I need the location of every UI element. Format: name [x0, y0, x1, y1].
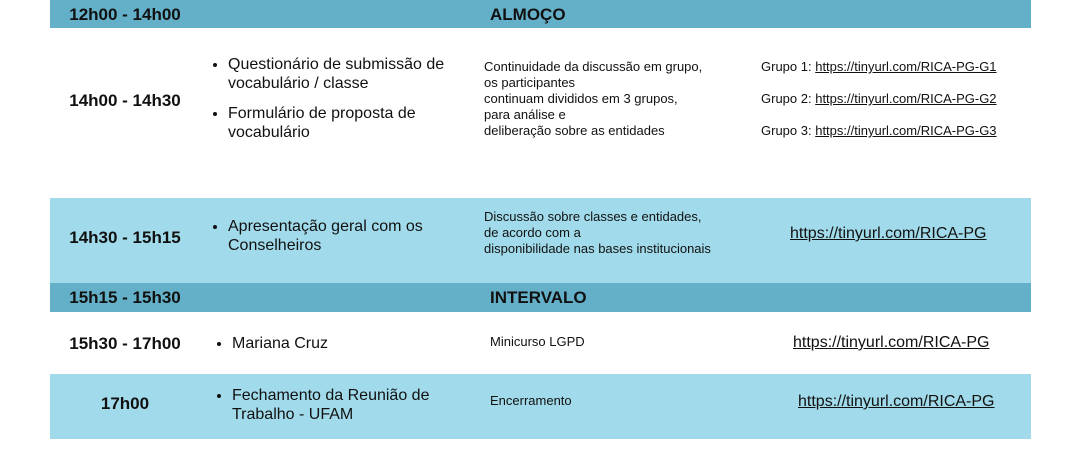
description-line: Continuidade da discussão em grupo,: [484, 59, 703, 74]
group-links: [761, 59, 997, 155]
description-line: disponibilidade nas bases institucionais: [484, 241, 711, 256]
description: [490, 393, 750, 409]
description-line: deliberação sobre as entidades: [484, 123, 665, 138]
band-title: ALMOÇO: [490, 5, 566, 24]
list-item: • Apresentação geral com os Conselheiros: [228, 217, 468, 255]
activity-list: [214, 386, 472, 435]
activity-list: [210, 55, 468, 153]
schedule-row: [50, 28, 1031, 198]
group-label: Grupo 3:: [761, 123, 812, 138]
group-link-item: [761, 59, 997, 75]
list-item: • Questionário de submissão de vocabulário / classe: [228, 55, 468, 93]
time-cell: 15h30 - 17h00: [69, 334, 181, 353]
rica-pg-link[interactable]: https://tinyurl.com/RICA-PG: [793, 334, 990, 351]
group-3-link[interactable]: https://tinyurl.com/RICA-PG-G3: [815, 123, 997, 138]
schedule-row: [50, 312, 1031, 374]
list-item: • Formulário de proposta de vocabulário: [228, 104, 468, 142]
description-line: de acordo com a: [484, 225, 581, 240]
band-title: INTERVALO: [490, 288, 587, 307]
activity-list: [210, 217, 468, 266]
list-item: • Fechamento da Reunião de Trabalho - UFAM: [232, 386, 472, 424]
group-link-item: [761, 123, 997, 139]
description: [484, 209, 744, 257]
group-link-item: [761, 91, 997, 107]
activity-list: [214, 334, 472, 364]
description-line: para análise e: [484, 107, 566, 122]
group-label: Grupo 1:: [761, 59, 812, 74]
rica-pg-link[interactable]: https://tinyurl.com/RICA-PG: [798, 393, 995, 410]
time-cell: 15h15 - 15h30: [69, 288, 181, 307]
schedule-row: [50, 198, 1031, 283]
rica-pg-link[interactable]: https://tinyurl.com/RICA-PG: [790, 225, 987, 242]
description-line: Encerramento: [490, 393, 572, 408]
time-cell: 14h30 - 15h15: [69, 228, 181, 247]
schedule-row-intervalo: [50, 283, 1031, 312]
description-line: os participantes: [484, 75, 576, 90]
schedule-row-almoco: [50, 0, 1031, 28]
time-cell: 12h00 - 14h00: [69, 5, 181, 24]
schedule-row: [50, 374, 1031, 439]
list-item: • Mariana Cruz: [232, 334, 472, 353]
description: [484, 59, 744, 139]
time-cell: 14h00 - 14h30: [69, 91, 181, 110]
group-label: Grupo 2:: [761, 91, 812, 106]
group-2-link[interactable]: https://tinyurl.com/RICA-PG-G2: [815, 91, 997, 106]
description-line: continuam divididos em 3 grupos,: [484, 91, 678, 106]
description-line: Discussão sobre classes e entidades,: [484, 209, 702, 224]
group-1-link[interactable]: https://tinyurl.com/RICA-PG-G1: [815, 59, 997, 74]
time-cell: 17h00: [100, 394, 150, 413]
description: [490, 334, 750, 350]
description-line: Minicurso LGPD: [490, 334, 585, 349]
